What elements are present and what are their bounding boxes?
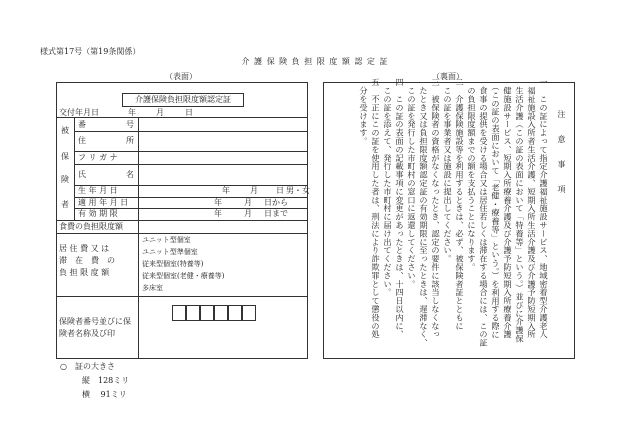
issue-date-day: 日 bbox=[185, 108, 193, 117]
row-line bbox=[74, 131, 308, 132]
room-type: 従来型個室(特養等) bbox=[142, 260, 204, 268]
valid-label: 有 効 期 限 bbox=[78, 209, 118, 218]
notes-line: この証を事業者又は施設に提出してください。 bbox=[443, 78, 453, 263]
insured-side-char: 者 bbox=[61, 200, 69, 209]
insurer-number-box bbox=[186, 305, 200, 321]
size-height: 縦 128ミリ bbox=[82, 376, 130, 385]
notes-line: 分を受けます。 bbox=[359, 78, 369, 146]
notes-line: 福祉施設入所者生活介護、短期入所生活介護及び介護予防短期入所 bbox=[527, 78, 537, 339]
room-type: ユニット型準個室 bbox=[142, 248, 198, 256]
insured-side-char: 被 bbox=[61, 126, 69, 135]
notes-line: たとき又は負担限度額認定証の有効期限に至ったときは、遅滞なく、 bbox=[419, 78, 429, 347]
residence-label: 負 担 限 度 額 bbox=[59, 268, 110, 277]
row-line bbox=[74, 164, 308, 165]
row-line bbox=[56, 296, 308, 297]
row-line bbox=[56, 233, 308, 234]
row-line bbox=[56, 220, 308, 221]
furigana-label: フ リ ガ ナ bbox=[78, 153, 118, 162]
applicable-from: 日から bbox=[264, 198, 288, 207]
applicable-year: 年 bbox=[214, 198, 222, 207]
insurer-number-box bbox=[214, 305, 228, 321]
residence-label: 居 住 費 又 は bbox=[59, 244, 110, 253]
notes-line: この証を発行した市町村の窓口に返還してください。 bbox=[407, 78, 417, 288]
valid-until: 日まで bbox=[264, 209, 288, 218]
back-label: （裏面） bbox=[432, 72, 464, 81]
insurer-number-box bbox=[242, 305, 256, 321]
insured-side-char: 険 bbox=[61, 175, 69, 184]
insurer-number-box bbox=[200, 305, 214, 321]
size-width: 横 91ミリ bbox=[82, 390, 127, 399]
birth-label: 生 年 月 日 bbox=[78, 186, 118, 195]
notes-line: 五 不正にこの証を使用した者は、刑法により詐欺罪として懲役の処 bbox=[371, 78, 381, 339]
front-label: （表面） bbox=[165, 72, 197, 81]
birth-year: 年 bbox=[222, 186, 230, 195]
row-line bbox=[56, 117, 308, 118]
applicable-month: 月 bbox=[244, 198, 252, 207]
notes-line: 健施設サービス、短期入所療養介護及び介護予防短期入所療養介護 bbox=[503, 78, 513, 339]
name-label: 氏 名 bbox=[78, 170, 134, 179]
applicable-label: 適 用 年 月 日 bbox=[78, 198, 129, 207]
room-type: 多床室 bbox=[142, 284, 163, 292]
issue-date-month: 月 bbox=[156, 108, 164, 117]
form-number: 様式第17号（第19条関係） bbox=[40, 47, 141, 56]
notes-line: 三 被保険者の資格がなくなったとき、認定の要件に該当しなくなっ bbox=[431, 78, 441, 339]
birth-month: 月 bbox=[250, 186, 258, 195]
insurer-number-box bbox=[228, 305, 242, 321]
notes-title: 注 意 事 項 bbox=[557, 110, 566, 197]
notes-line: 二 介護保険施設等を利用するときは、必ず、被保険者証とともに bbox=[455, 78, 465, 330]
column-line bbox=[138, 117, 139, 359]
notes-line: 食事の提供を受ける場合又は居住若しくは滞在する場合には、この証 bbox=[479, 78, 489, 347]
insurer-number-box bbox=[172, 305, 186, 321]
notes-line: 四 この証の表面の記載事項に変更があったときは、十四日以内に、 bbox=[395, 78, 405, 339]
row-line bbox=[74, 151, 308, 152]
notes-line: 一 この証によって指定介護福祉施設サービス、地域密着型介護老人 bbox=[539, 78, 549, 339]
column-line bbox=[74, 117, 75, 220]
gender: 男・女 bbox=[286, 186, 310, 195]
valid-month: 月 bbox=[244, 209, 252, 218]
notes-line: （この証の表面において「老健・療養等」という。）を利用する際に bbox=[491, 78, 501, 339]
notes-line: この証を添えて、発行した市町村に届け出てください。 bbox=[383, 78, 393, 297]
food-label: 食費の負担限度額 bbox=[59, 222, 123, 231]
insurer-label: 険者名称及び印 bbox=[59, 329, 115, 338]
insurer-label: 保険者番号並びに保 bbox=[59, 317, 131, 326]
insured-side-char: 保 bbox=[61, 152, 69, 161]
number-label: 番 号 bbox=[78, 120, 134, 129]
address-label: 住 所 bbox=[78, 136, 134, 145]
room-type: ユニット型個室 bbox=[142, 236, 191, 244]
notes-line: の負担限度額までの額を支払うことになります。 bbox=[467, 78, 477, 272]
size-title: ○ 証の大きさ bbox=[60, 362, 115, 371]
birth-day: 日 bbox=[276, 186, 284, 195]
certificate-heading: 介護保険負担限度額認定証 bbox=[135, 95, 231, 104]
issue-date-label: 交付年月日 bbox=[59, 108, 99, 117]
residence-label: 滞 在 費 の bbox=[59, 256, 115, 265]
valid-year: 年 bbox=[214, 209, 222, 218]
issue-date-year: 年 bbox=[128, 108, 136, 117]
form-title: 介 護 保 険 負 担 限 度 額 認 定 証 bbox=[241, 57, 389, 66]
room-type: 従来型個室(老健・療養等) bbox=[142, 272, 225, 280]
notes-line: 生活介護（この証の表面において「特養等」という。）並びに介護保 bbox=[515, 78, 525, 343]
